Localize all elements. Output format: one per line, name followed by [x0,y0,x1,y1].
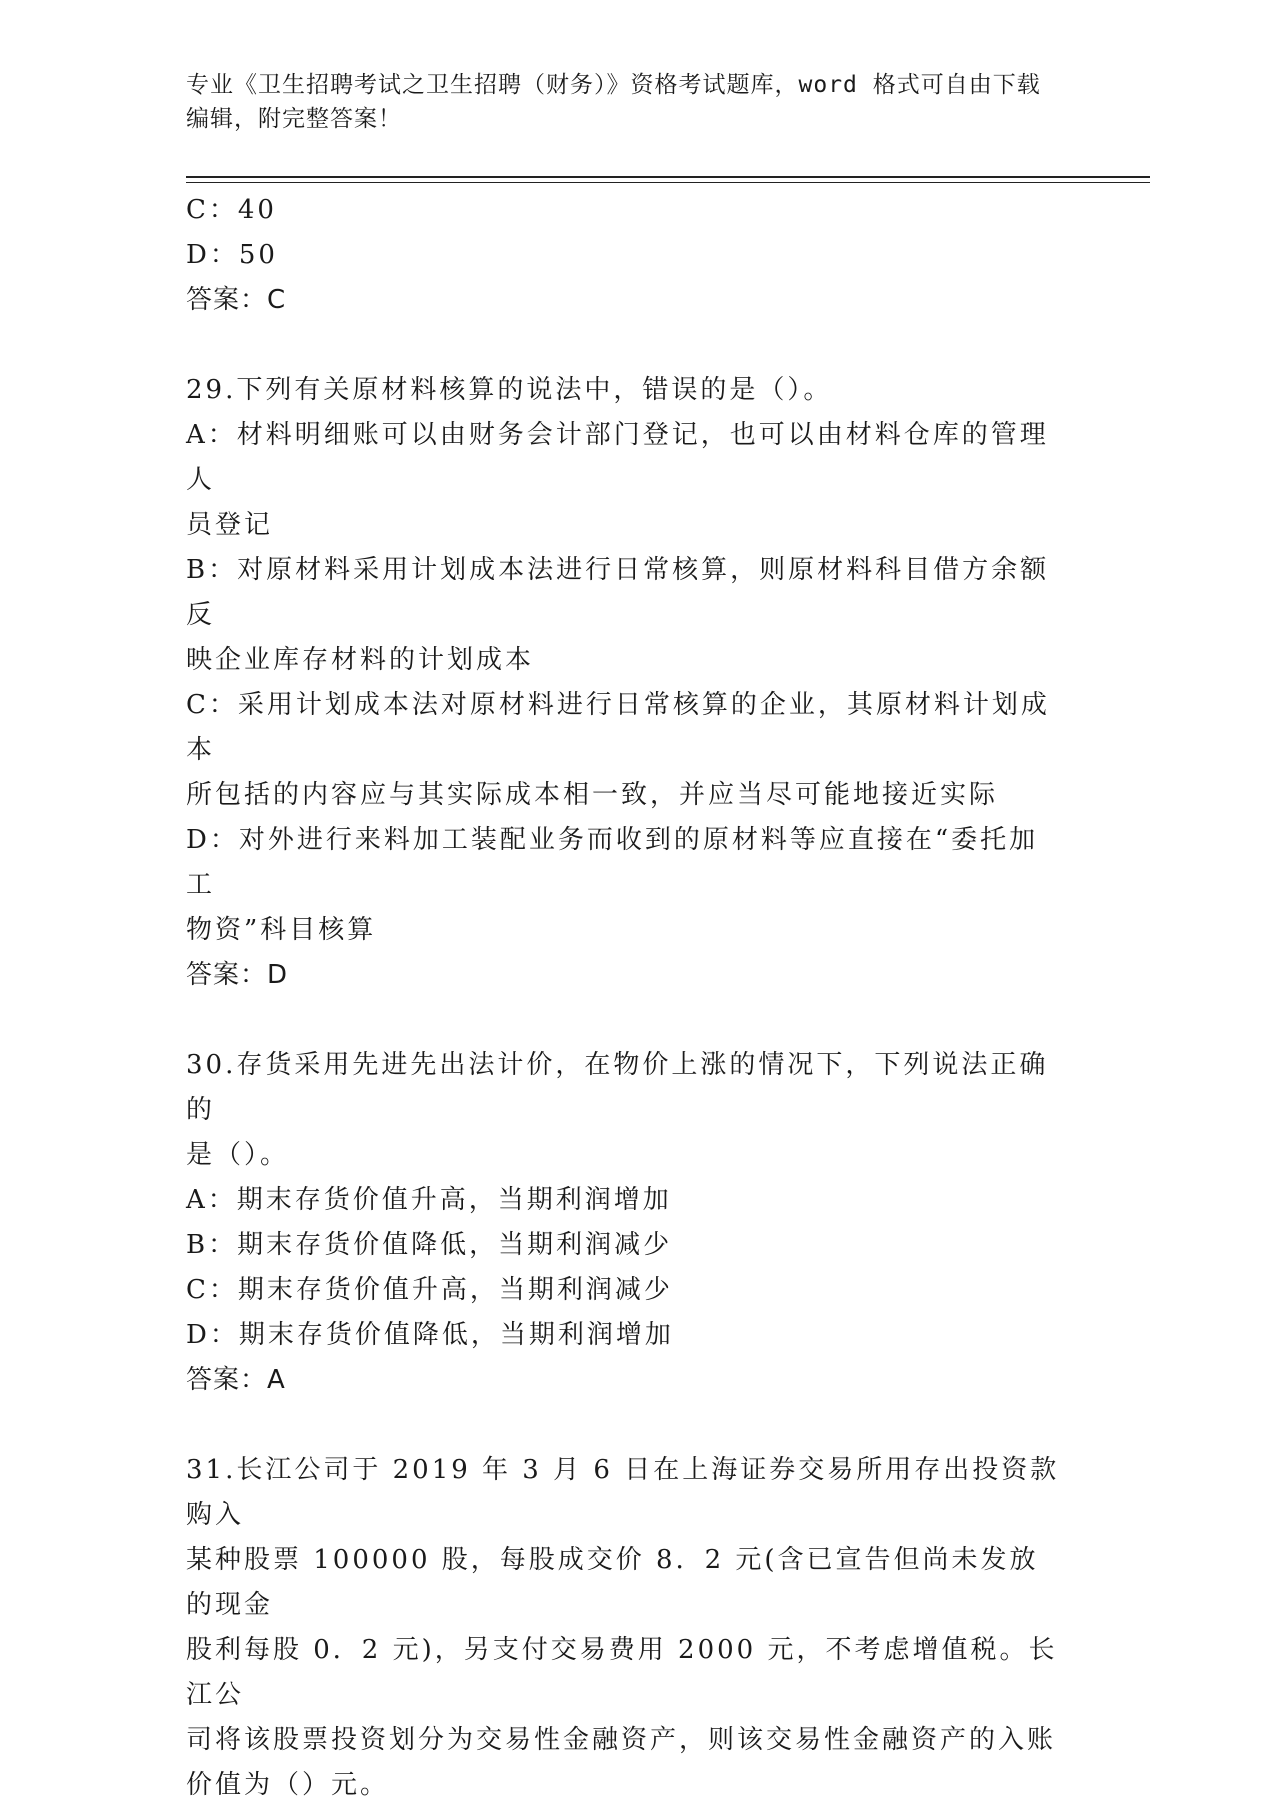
option-c: C：期末存货价值升高，当期利润减少 [186,1275,673,1305]
question-stem-cont: 某种股票 100000 股，每股成交价 8．2 元(含已宣告但尚未发放的现金 [186,1545,1039,1620]
option-d: D：50 [186,240,278,270]
option-c-cont: 所包括的内容应与其实际成本相一致，并应当尽可能地接近实际 [186,780,999,810]
question-29 [186,368,1066,998]
question-31 [186,1448,1066,1808]
option-d: D：期末存货价值降低，当期利润增加 [186,1320,674,1350]
header-line-2: 编辑，附完整答案！ [186,106,402,132]
header-divider-thin [186,182,1150,183]
answer: 答案：A [186,1365,286,1395]
answer: 答案：C [186,285,287,315]
question-stem-cont: 是（）。 [186,1140,290,1170]
question-stem-cont: 价值为（）元。 [186,1770,390,1800]
option-c: C：40 [186,195,277,225]
question-stem-cont: 司将该股票投资划分为交易性金融资产，则该交易性金融资产的入账 [186,1725,1057,1755]
spacer [186,1403,1066,1448]
page-header [186,68,1066,136]
spacer [186,323,1066,368]
question-stem: 31.长江公司于 2019 年 3 月 6 日在上海证券交易所用存出投资款购入 [186,1455,1060,1530]
question-stem-cont: 股利每股 0．2 元)，另支付交易费用 2000 元，不考虑增值税。长江公 [186,1635,1058,1710]
option-a-cont: 员登记 [186,510,274,540]
option-a: A：期末存货价值升高，当期利润增加 [186,1185,672,1215]
option-d-cont: 物资”科目核算 [186,915,377,945]
spacer [186,998,1066,1043]
option-a: A：材料明细账可以由财务会计部门登记，也可以由材料仓库的管理人 [186,420,1049,495]
question-30 [186,1043,1066,1403]
option-d: D：对外进行来料加工装配业务而收到的原材料等应直接在“委托加工 [186,825,1039,900]
option-c: C：采用计划成本法对原材料进行日常核算的企业，其原材料计划成本 [186,690,1050,765]
question-stem: 30.存货采用先进先出法计价，在物价上涨的情况下，下列说法正确的 [186,1050,1049,1125]
question-stem: 29.下列有关原材料核算的说法中，错误的是（）。 [186,375,833,405]
header-line-1: 专业《卫生招聘考试之卫生招聘（财务）》资格考试题库，word 格式可自由下载 [186,72,1041,98]
answer: 答案：D [186,960,289,990]
header-divider-thick [186,176,1150,178]
option-b: B：对原材料采用计划成本法进行日常核算，则原材料科目借方余额反 [186,555,1050,630]
option-b-cont: 映企业库存材料的计划成本 [186,645,535,675]
question-28-tail [186,188,1066,323]
document-body [186,188,1066,1808]
option-b: B：期末存货价值降低，当期利润减少 [186,1230,673,1260]
